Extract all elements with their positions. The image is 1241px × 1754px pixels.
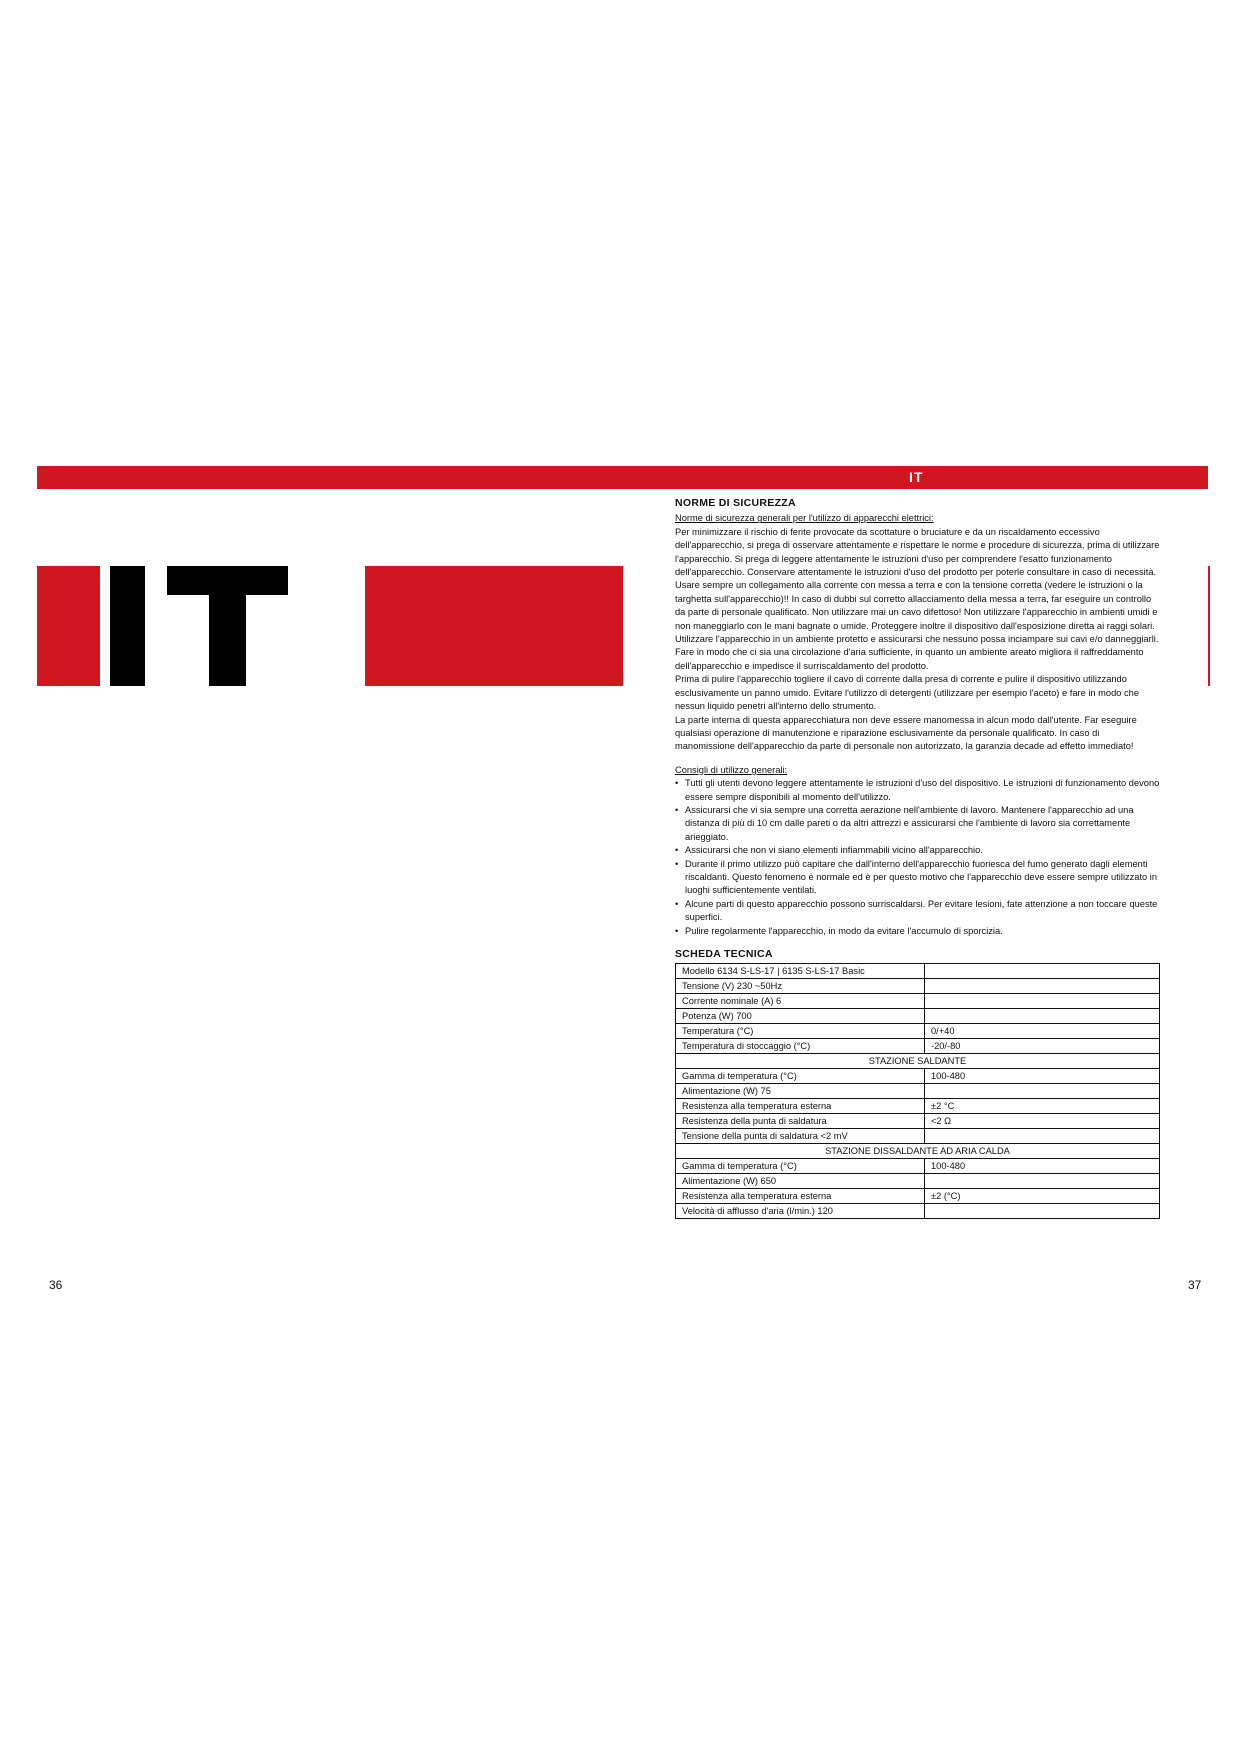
red-block-right bbox=[365, 566, 623, 686]
table-row: Alimentazione (W) 75 bbox=[676, 1084, 1160, 1099]
table-row: Tensione della punta di saldatura <2 mV bbox=[676, 1129, 1160, 1144]
page-number-left: 36 bbox=[49, 1278, 63, 1292]
list-item: • Alcune parti di questo apparecchio possono surriscaldarsi. Per evitare lesioni, fate attenzione a non toccare queste superfici. bbox=[675, 898, 1160, 925]
table-row: Resistenza alla temperatura esterna ±2 °C bbox=[676, 1099, 1160, 1114]
table-row: Gamma di temperatura (°C) 100-480 bbox=[676, 1069, 1160, 1084]
table-row: Modello 6134 S-LS-17 | 6135 S-LS-17 Basic bbox=[676, 964, 1160, 979]
table-section-row: STAZIONE SALDANTE bbox=[676, 1054, 1160, 1069]
hero-letter-i bbox=[110, 566, 145, 686]
list-item: • Durante il primo utilizzo può capitare che dall'interno dell'apparecchio fuoriesca del fumo generato dagli elementi riscaldanti. Questo fenomeno è normale ed è per questo motivo che l'apparecchio deve essere sempre utilizzato in luoghi sufficientemente ventilati. bbox=[675, 858, 1160, 898]
table-row: Alimentazione (W) 650 bbox=[676, 1174, 1160, 1189]
table-row: Resistenza della punta di saldatura <2 Ω bbox=[676, 1114, 1160, 1129]
safety-subtitle: Norme di sicurezza generali per l'utilizzo di apparecchi elettrici: bbox=[675, 513, 934, 524]
table-row: Resistenza alla temperatura esterna ±2 (°C) bbox=[676, 1189, 1160, 1204]
safety-paragraph: Prima di pulire l'apparecchio togliere il cavo di corrente dalla presa di corrente e pulire il dispositivo utilizzando esclusivamente un panno umido. Evitare l'utilizzo di detergenti (utilizzare per esempio l'aceto) e fare in modo che nessun liquido penetri all'interno dello strumento. bbox=[675, 674, 1139, 712]
advice-list bbox=[675, 777, 1160, 938]
safety-paragraph: Per minimizzare il rischio di ferite provocate da scottature o bruciature e da un riscaldamento eccessivo dell'apparecchio, si prega di osservare attentamente e rispettare le norme e procedure di sicurezza, prima di utilizzare l'apparecchio. Si prega di leggere attentamente le istruzioni d'uso per comprendere l'esatto funzionamento dell'apparecchio. Conservare attentamente le istruzioni d'uso del prodotto per poterle consultare in caso di necessità. Usare sempre un collegamento alla corrente con messa a terra e con la tensione corretta (vedere le istruzioni o la targhetta sull'apparecchio)!! In caso di dubbi sul corretto allacciamento della messa a terra, far eseguire un controllo da parte di personale qualificato. Non utilizzare mai un cavo difettoso! Non utilizzare l'apparecchio in ambienti umidi e non maneggiarlo con le mani bagnate o umide. Proteggere inoltre il dispositivo dall'esposizione diretta ai raggi solari. Utilizzare l'apparecchio in un ambiente protetto e assicurarsi che nessuno possa inciampare sui cavi e/o danneggiarli. Fare in modo che ci sia una circolazione d'aria sufficiente, in quanto un ambiente areato migliora il raffreddamento dell'apparecchio e impedisce il surriscaldamento del prodotto. bbox=[675, 526, 1160, 671]
list-item: • Assicurarsi che vi sia sempre una corretta aerazione nell'ambiente di lavoro. Mantenere l'apparecchio ad una distanza di più di 10 cm dalle pareti o da altri attrezzi e assicurarsi che l'ambiente di lavoro sia correttamente arieggiato. bbox=[675, 804, 1160, 844]
list-item: • Tutti gli utenti devono leggere attentamente le istruzioni d'uso del dispositivo. Le istruzioni di funzionamento devono essere sempre disponibili al momento dell'utilizzo. bbox=[675, 777, 1160, 804]
table-row: Velocità di afflusso d'aria (l/min.) 120 bbox=[676, 1204, 1160, 1219]
spec-title: SCHEDA TECNICA bbox=[675, 948, 773, 960]
table-section-row: STAZIONE DISSALDANTE AD ARIA CALDA bbox=[676, 1144, 1160, 1159]
table-row: Temperatura di stoccaggio (°C) -20/-80 bbox=[676, 1039, 1160, 1054]
safety-paragraph: La parte interna di questa apparecchiatura non deve essere manomessa in alcun modo dall'utente. Far eseguire qualsiasi operazione di manutenzione e riparazione esclusivamente da personale qualificato. In caso di manomissione dell'apparecchio da parte di personale non autorizzato, la garanzia decade ad effetto immediato! bbox=[675, 714, 1137, 752]
red-edge-line bbox=[1208, 566, 1210, 686]
table-row: Gamma di temperatura (°C) 100-480 bbox=[676, 1159, 1160, 1174]
language-code: IT bbox=[909, 469, 924, 485]
page-number-right: 37 bbox=[1188, 1278, 1202, 1292]
list-item: • Pulire regolarmente l'apparecchio, in modo da evitare l'accumulo di sporcizia. bbox=[675, 925, 1160, 938]
list-item: • Assicurarsi che non vi siano elementi infiammabili vicino all'apparecchio. bbox=[675, 844, 1160, 857]
page-content bbox=[675, 497, 1160, 1219]
red-block-left bbox=[37, 566, 100, 686]
table-row: Potenza (W) 700 bbox=[676, 1009, 1160, 1024]
table-row: Corrente nominale (A) 6 bbox=[676, 994, 1160, 1009]
language-header-bar bbox=[37, 466, 1208, 489]
table-row: Temperatura (°C) 0/+40 bbox=[676, 1024, 1160, 1039]
safety-title: NORME DI SICUREZZA bbox=[675, 497, 796, 509]
table-row: Tensione (V) 230 ~50Hz bbox=[676, 979, 1160, 994]
advice-title: Consigli di utilizzo generali: bbox=[675, 764, 788, 775]
spec-table bbox=[675, 963, 1160, 1219]
hero-letter-t-stem bbox=[209, 566, 246, 686]
